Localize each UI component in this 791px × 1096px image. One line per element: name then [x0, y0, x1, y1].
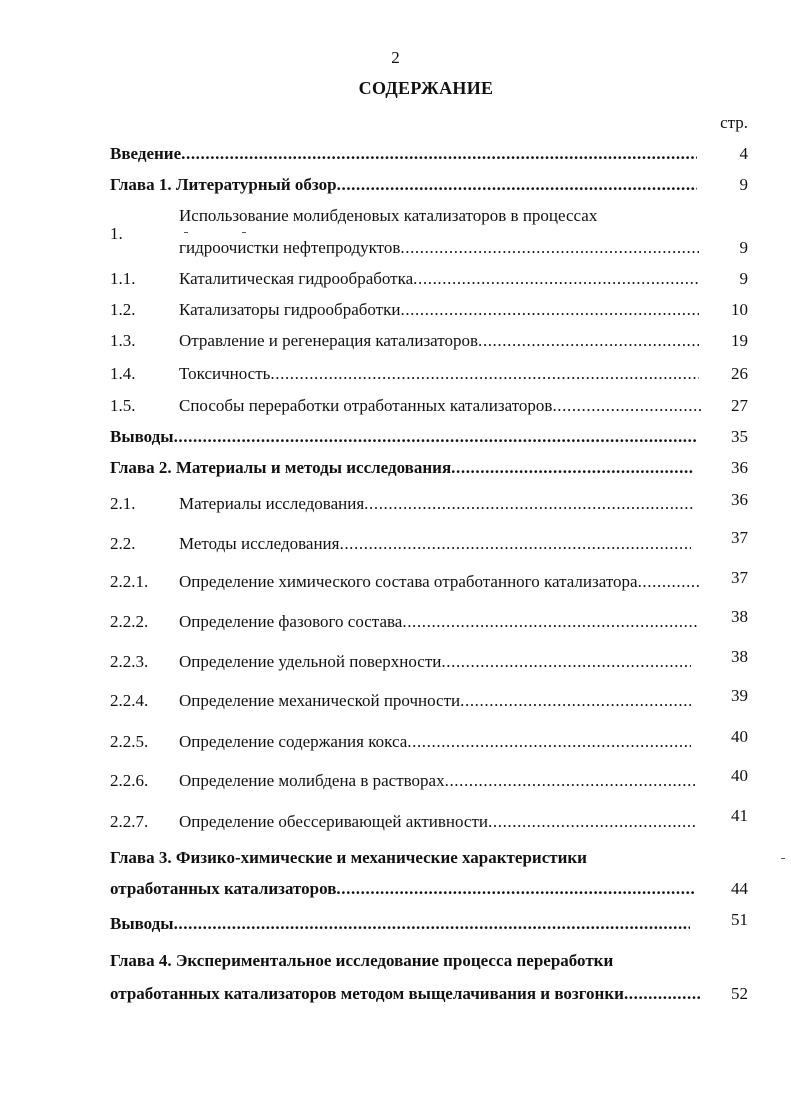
toc-page-number: 26 — [731, 364, 748, 383]
toc-entry-text: Глава 2. Материалы и методы исследования — [110, 458, 452, 477]
dot-leader — [174, 914, 690, 934]
toc-entry-section-2-2-7[interactable] — [179, 812, 697, 832]
toc-page-number: 9 — [739, 269, 748, 288]
toc-page-number: 39 — [731, 686, 748, 705]
toc-entry-text: Каталитическая гидрообработка — [179, 269, 414, 288]
toc-entry-text: Отравление и регенерация катализаторов — [179, 331, 478, 350]
dot-leader — [413, 269, 699, 289]
dot-leader — [407, 732, 691, 752]
toc-page-number: 4 — [739, 144, 748, 163]
toc-entry-text: Определение механической прочности — [179, 691, 461, 710]
dot-leader — [488, 812, 697, 832]
dot-leader — [441, 652, 691, 672]
dot-leader — [402, 612, 697, 632]
toc-section-number: 2.2.3. — [110, 652, 149, 671]
toc-entry-section-2-2-4[interactable] — [179, 691, 691, 711]
toc-entry-section-1-3[interactable] — [179, 331, 699, 351]
toc-entry-text: Определение фазового состава — [179, 612, 403, 631]
toc-entry-conclusions-3[interactable] — [110, 914, 690, 934]
toc-entry-section-1-5[interactable] — [179, 396, 702, 416]
toc-page-number: 52 — [731, 984, 748, 1003]
toc-page-number: 41 — [731, 806, 748, 825]
toc-page-number: 36 — [731, 490, 748, 509]
dot-leader — [451, 458, 693, 478]
scan-speck — [184, 232, 188, 233]
toc-entry-section-1-4[interactable] — [179, 364, 699, 384]
toc-entry-text: гидроочистки нефтепродуктов — [179, 238, 401, 257]
dot-leader — [552, 396, 702, 416]
toc-entry-section-2-2-1[interactable] — [179, 572, 701, 592]
dot-leader — [400, 300, 699, 320]
toc-section-number: 2.2.6. — [110, 771, 149, 790]
scan-speck — [781, 858, 785, 859]
dot-leader — [181, 144, 697, 164]
toc-section-number: 2.2.7. — [110, 812, 149, 831]
toc-page-number: 9 — [739, 175, 748, 194]
toc-entry-section-2-2-3[interactable] — [179, 652, 691, 672]
toc-entry-conclusions-1[interactable] — [110, 427, 697, 447]
toc-entry-section-2-2-2[interactable] — [179, 612, 697, 632]
toc-entry-text: Глава 1. Литературный обзор — [110, 175, 337, 194]
toc-entry-text: Определение химического состава отработанного катализатора — [179, 572, 638, 591]
toc-page-number: 10 — [731, 300, 748, 319]
toc-page-number: 35 — [731, 427, 748, 446]
toc-entry-text: Материалы исследования — [179, 494, 365, 513]
toc-entry-section-1-1[interactable] — [179, 269, 699, 289]
toc-section-number: 2.2.2. — [110, 612, 149, 631]
dot-leader — [364, 494, 695, 514]
toc-entry-text: Токсичность — [179, 364, 271, 383]
toc-page-number: 51 — [731, 910, 748, 929]
toc-page-number: 37 — [731, 528, 748, 547]
toc-entry-text-line1: Глава 3. Физико-химические и механические характеристики — [110, 848, 587, 867]
toc-section-number: 2.2.1. — [110, 572, 149, 591]
toc-entry-text: Определение удельной поверхности — [179, 652, 442, 671]
page-title: СОДЕРЖАНИЕ — [358, 78, 494, 98]
toc-section-number: 2.1. — [110, 494, 136, 513]
toc-page-number: 27 — [731, 396, 748, 415]
toc-entry-text: отработанных катализаторов — [110, 879, 337, 898]
toc-page-number: 44 — [731, 879, 748, 898]
dot-leader — [460, 691, 691, 711]
toc-section-number: 2.2. — [110, 534, 136, 553]
dot-leader — [624, 984, 702, 1004]
toc-entry-text: Определение молибдена в растворах — [179, 771, 445, 790]
toc-entry-text: Способы переработки отработанных катализаторов — [179, 396, 553, 415]
toc-entry-chapter-4[interactable] — [110, 984, 702, 1004]
toc-page-number: 40 — [731, 766, 748, 785]
dot-leader — [478, 331, 699, 351]
toc-page-number: 36 — [731, 458, 748, 477]
dot-leader — [174, 427, 697, 447]
toc-entry-chapter-2[interactable] — [110, 458, 693, 478]
toc-page-number: 40 — [731, 727, 748, 746]
toc-entry-section-2-1[interactable] — [179, 494, 695, 514]
toc-entry-text: Определение обессеривающей активности — [179, 812, 489, 831]
toc-section-number: 2.2.5. — [110, 732, 149, 751]
toc-entry-text: Выводы — [110, 914, 174, 933]
toc-entry-text-line1: Глава 4. Экспериментальное исследование процесса переработки — [110, 951, 614, 970]
toc-entry-text: Введение — [110, 144, 182, 163]
toc-page-number: 19 — [731, 331, 748, 350]
dot-leader — [445, 771, 695, 791]
scan-speck — [242, 232, 246, 233]
toc-page-number: 37 — [731, 568, 748, 587]
toc-entry-chapter-3[interactable] — [110, 879, 694, 899]
toc-entry-text: Определение содержания кокса — [179, 732, 408, 751]
dot-leader — [339, 534, 691, 554]
page-column-label: стр. — [720, 113, 748, 132]
toc-entry-section-2-2[interactable] — [179, 534, 691, 554]
toc-entry-text: Катализаторы гидрообработки — [179, 300, 401, 319]
toc-section-number: 1. — [110, 224, 123, 243]
toc-section-number: 1.2. — [110, 300, 136, 319]
toc-entry-section-2-2-5[interactable] — [179, 732, 691, 752]
toc-section-number: 1.4. — [110, 364, 136, 383]
toc-entry-introduction[interactable] — [110, 144, 697, 164]
toc-section-number: 2.2.4. — [110, 691, 149, 710]
dot-leader — [270, 364, 699, 384]
toc-section-number: 1.5. — [110, 396, 136, 415]
dot-leader — [336, 879, 694, 899]
toc-section-number: 1.3. — [110, 331, 136, 350]
toc-entry-text: Методы исследования — [179, 534, 340, 553]
dot-leader — [400, 238, 699, 258]
dot-leader — [337, 175, 697, 195]
toc-entry-text-line1: Использование молибденовых катализаторов в процессах — [179, 206, 598, 225]
toc-entry-section-1[interactable] — [179, 238, 699, 258]
toc-page-number: 9 — [739, 238, 748, 257]
toc-entry-text: отработанных катализаторов методом выщелачивания и возгонки — [110, 984, 624, 1003]
toc-entry-section-2-2-6[interactable] — [179, 771, 695, 791]
toc-entry-section-1-2[interactable] — [179, 300, 699, 320]
dot-leader — [638, 572, 701, 592]
toc-page-number: 38 — [731, 647, 748, 666]
toc-entry-text: Выводы — [110, 427, 174, 446]
toc-section-number: 1.1. — [110, 269, 136, 288]
toc-entry-chapter-1[interactable] — [110, 175, 697, 195]
page-number: 2 — [391, 48, 400, 67]
toc-page-number: 38 — [731, 607, 748, 626]
